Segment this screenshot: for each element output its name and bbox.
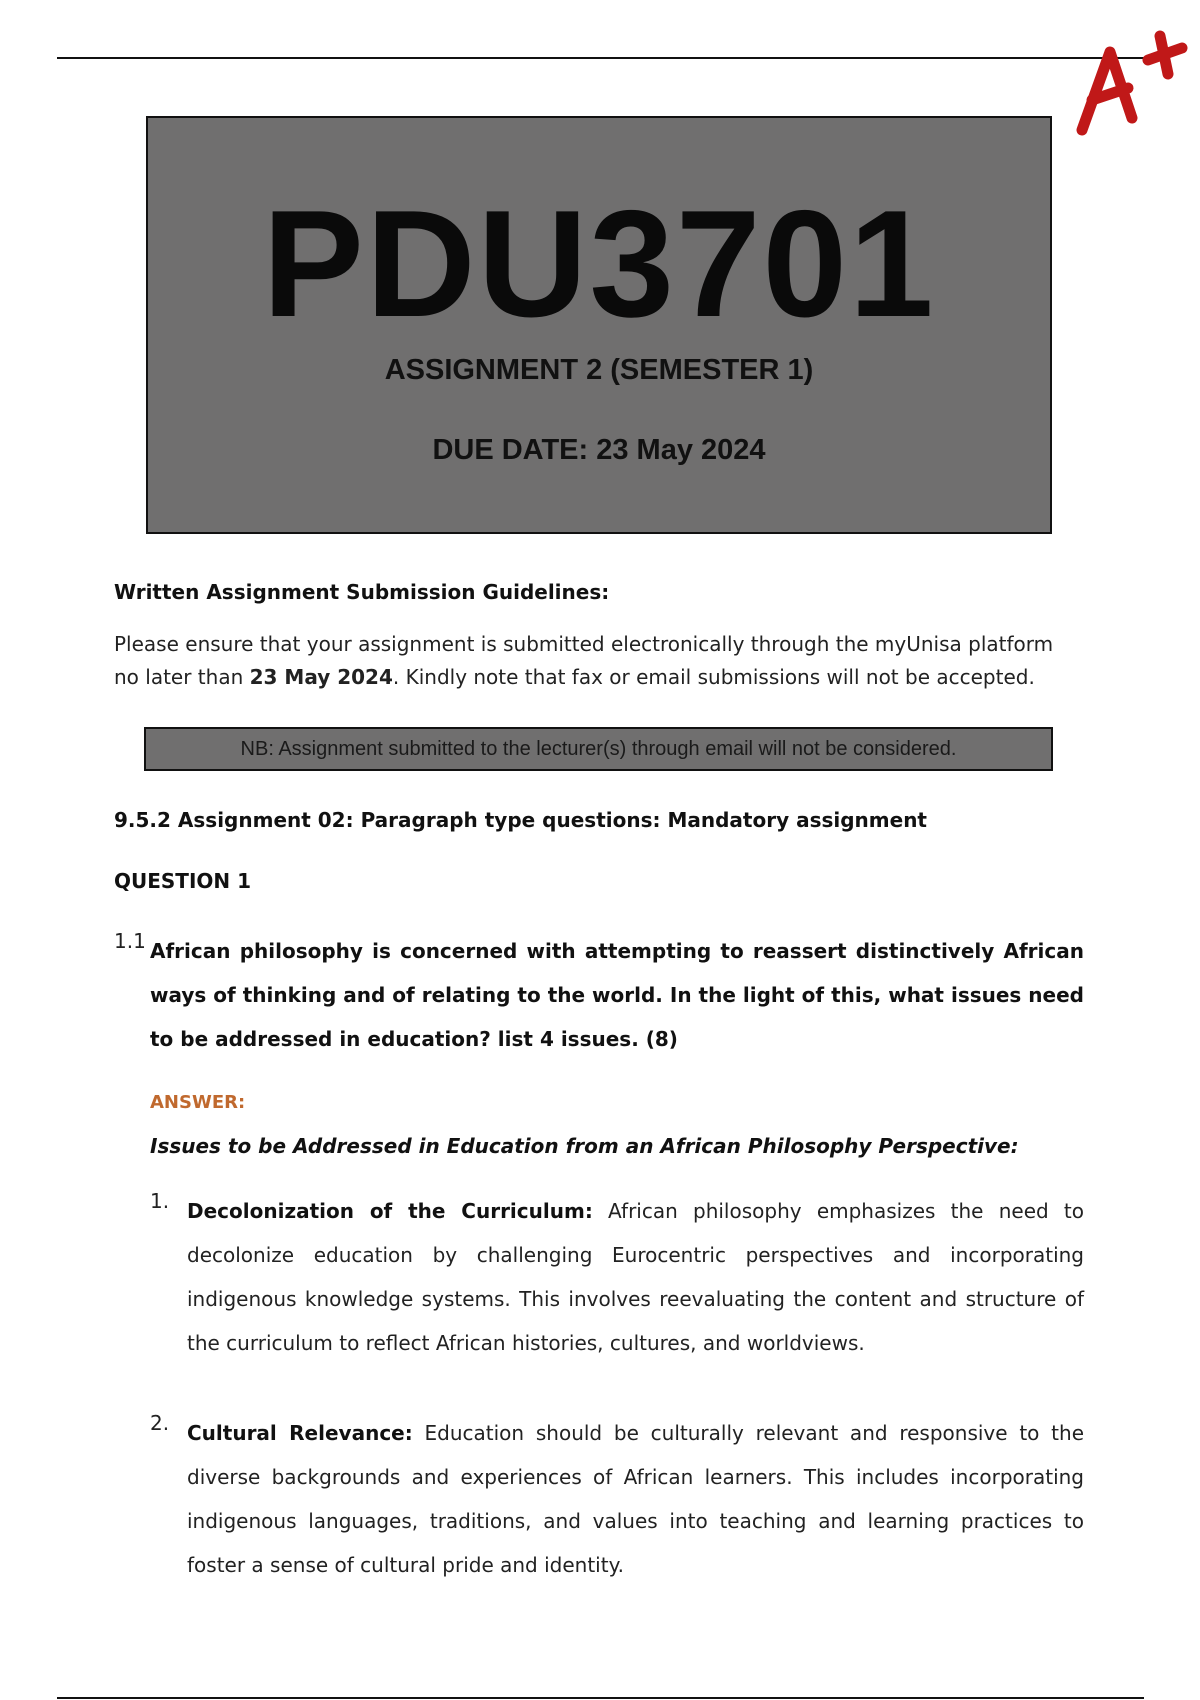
top-rule	[57, 57, 1144, 59]
list-item-number: 2.	[150, 1411, 170, 1435]
course-code: PDU3701	[262, 179, 936, 349]
question-heading: QUESTION 1	[114, 869, 252, 893]
answer-label: ANSWER:	[150, 1092, 246, 1113]
list-item-title: Decolonization of the Curriculum:	[187, 1199, 593, 1223]
section-heading: 9.5.2 Assignment 02: Paragraph type questions: Mandatory assignment	[114, 808, 927, 832]
list-item-number: 1.	[150, 1189, 170, 1213]
guidelines-heading: Written Assignment Submission Guidelines:	[114, 580, 610, 604]
title-banner	[146, 116, 1052, 534]
list-item-text: Education should be culturally relevant and responsive to the diverse backgrounds and experiences of African learners. This includes incorporating indigenous languages, traditions, and values into teaching and learning practices to foster a sense of cultural pride and identity.	[187, 1421, 1085, 1577]
list-item	[187, 1411, 1084, 1587]
assignment-title: ASSIGNMENT 2 (SEMESTER 1)	[384, 354, 814, 386]
grade-stamp	[1070, 30, 1190, 140]
list-item-text: African philosophy emphasizes the need to decolonize education by challenging Eurocentric perspectives and incorporating indigenous knowledge systems. This involves reevaluating the content and structure of the curriculum to reflect African histories, cultures, and worldviews.	[187, 1199, 1084, 1355]
question-text: African philosophy is concerned with attempting to reassert distinctively African ways of thinking and of relating to the world. In the light of this, what issues need to be addressed in education? list 4 issues. (8)	[150, 939, 1084, 1051]
question-number: 1.1	[114, 929, 146, 953]
nb-notice: NB: Assignment submitted to the lecturer(s) through email will not be considered.	[144, 727, 1053, 771]
bottom-rule	[57, 1697, 1144, 1699]
guidelines-paragraph	[114, 628, 1084, 694]
list-item-title: Cultural Relevance:	[187, 1421, 413, 1445]
due-date: DUE DATE: 23 May 2024	[432, 434, 766, 466]
list-item	[187, 1189, 1084, 1365]
guidelines-text-start: Please ensure that your assignment is submitted electronically through the myUnisa platform no later than	[114, 632, 1054, 689]
guidelines-date: 23 May 2024	[249, 665, 393, 689]
guidelines-text-end: . Kindly note that fax or email submissions will not be accepted.	[392, 665, 1035, 689]
answer-subheading: Issues to be Addressed in Education from an African Philosophy Perspective:	[150, 1134, 1019, 1158]
